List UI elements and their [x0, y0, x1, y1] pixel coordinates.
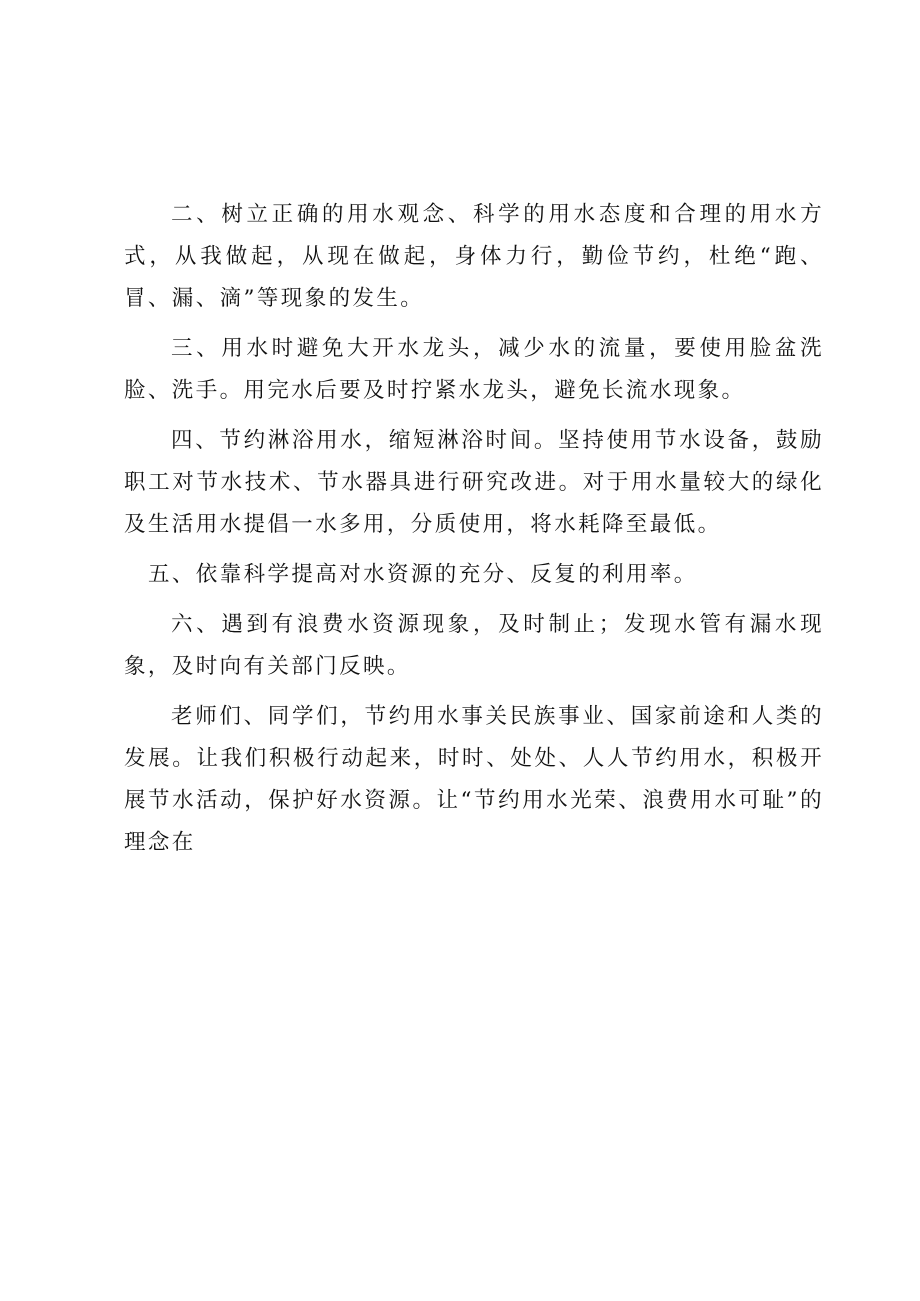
paragraph-item-3: 三、用水时避免大开水龙头，减少水的流量，要使用脸盆洗脸、洗手。用完水后要及时拧紧水龙头，避免长流水现象。	[124, 336, 824, 403]
paragraph-item-2: 二、树立正确的用水观念、科学的用水态度和合理的用水方式，从我做起，从现在做起，身体力行，勤俭节约，杜绝“跑、冒、漏、滴”等现象的发生。	[124, 202, 824, 311]
paragraph-item-4: 四、节约淋浴用水，缩短淋浴时间。坚持使用节水设备，鼓励职工对节水技术、节水器具进行研究改进。对于用水量较大的绿化及生活用水提倡一水多用，分质使用，将水耗降至最低。	[124, 428, 824, 537]
paragraph-item-6: 六、遇到有浪费水资源现象，及时制止；发现水管有漏水现象，及时向有关部门反映。	[124, 612, 824, 679]
paragraph-item-5: 五、依靠科学提高对水资源的充分、反复的利用率。	[148, 562, 698, 587]
document-body	[124, 194, 824, 872]
closing-paragraph: 老师们、同学们，节约用水事关民族事业、国家前途和人类的发展。让我们积极行动起来，时时、处处、人人节约用水，积极开展节水活动，保护好水资源。让“节约用水光荣、浪费用水可耻”的理念在	[124, 704, 824, 855]
